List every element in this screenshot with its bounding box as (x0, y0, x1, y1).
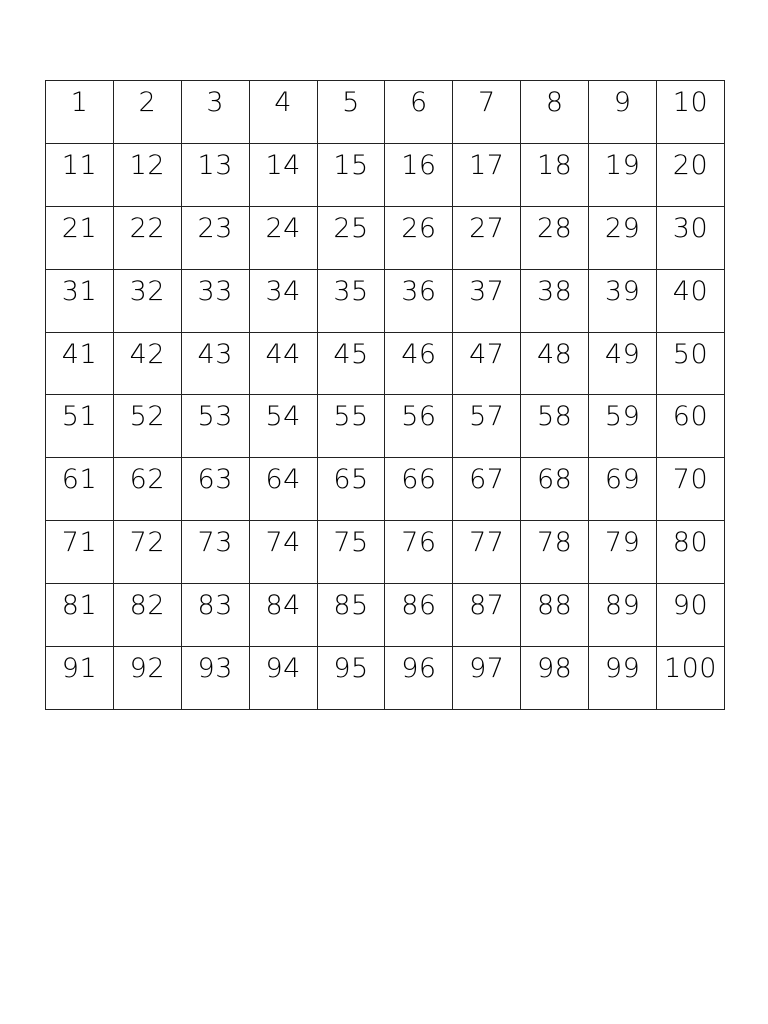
number-cell: 96 (385, 647, 453, 710)
number-cell: 71 (46, 521, 114, 584)
number-cell: 15 (317, 143, 385, 206)
number-cell: 62 (113, 458, 181, 521)
number-cell: 26 (385, 206, 453, 269)
number-cell: 18 (521, 143, 589, 206)
number-cell: 1 (46, 81, 114, 144)
number-cell: 19 (589, 143, 657, 206)
number-cell: 68 (521, 458, 589, 521)
number-cell: 74 (249, 521, 317, 584)
number-cell: 48 (521, 332, 589, 395)
number-cell: 55 (317, 395, 385, 458)
number-cell: 80 (657, 521, 725, 584)
number-cell: 4 (249, 81, 317, 144)
number-cell: 82 (113, 584, 181, 647)
number-cell: 2 (113, 81, 181, 144)
number-cell: 88 (521, 584, 589, 647)
number-cell: 37 (453, 269, 521, 332)
number-cell: 51 (46, 395, 114, 458)
number-cell: 25 (317, 206, 385, 269)
chart-row (46, 647, 725, 710)
number-cell: 77 (453, 521, 521, 584)
number-cell: 38 (521, 269, 589, 332)
number-cell: 50 (657, 332, 725, 395)
number-cell: 64 (249, 458, 317, 521)
number-cell: 41 (46, 332, 114, 395)
number-cell: 87 (453, 584, 521, 647)
number-cell: 86 (385, 584, 453, 647)
number-cell: 10 (657, 81, 725, 144)
number-cell: 53 (181, 395, 249, 458)
number-cell: 33 (181, 269, 249, 332)
number-cell: 11 (46, 143, 114, 206)
number-cell: 36 (385, 269, 453, 332)
number-cell: 47 (453, 332, 521, 395)
number-cell: 24 (249, 206, 317, 269)
number-cell: 5 (317, 81, 385, 144)
number-cell: 94 (249, 647, 317, 710)
number-cell: 14 (249, 143, 317, 206)
number-cell: 30 (657, 206, 725, 269)
number-cell: 22 (113, 206, 181, 269)
number-cell: 49 (589, 332, 657, 395)
number-cell: 69 (589, 458, 657, 521)
chart-row (46, 81, 725, 144)
number-cell: 9 (589, 81, 657, 144)
number-cell: 35 (317, 269, 385, 332)
number-cell: 83 (181, 584, 249, 647)
number-cell: 99 (589, 647, 657, 710)
number-cell: 17 (453, 143, 521, 206)
number-cell: 44 (249, 332, 317, 395)
number-cell: 61 (46, 458, 114, 521)
number-cell: 93 (181, 647, 249, 710)
chart-row (46, 458, 725, 521)
chart-row (46, 206, 725, 269)
number-cell: 90 (657, 584, 725, 647)
number-cell: 29 (589, 206, 657, 269)
number-cell: 75 (317, 521, 385, 584)
number-cell: 43 (181, 332, 249, 395)
chart-row (46, 143, 725, 206)
number-cell: 81 (46, 584, 114, 647)
number-cell: 66 (385, 458, 453, 521)
number-cell: 60 (657, 395, 725, 458)
number-cell: 32 (113, 269, 181, 332)
number-cell: 78 (521, 521, 589, 584)
number-cell: 56 (385, 395, 453, 458)
number-cell: 63 (181, 458, 249, 521)
number-cell: 16 (385, 143, 453, 206)
hundreds-chart (45, 80, 725, 710)
number-cell: 59 (589, 395, 657, 458)
number-cell: 34 (249, 269, 317, 332)
number-cell: 3 (181, 81, 249, 144)
number-cell: 45 (317, 332, 385, 395)
chart-row (46, 395, 725, 458)
number-cell: 98 (521, 647, 589, 710)
number-cell: 8 (521, 81, 589, 144)
number-cell: 40 (657, 269, 725, 332)
number-cell: 46 (385, 332, 453, 395)
number-cell: 92 (113, 647, 181, 710)
chart-row (46, 269, 725, 332)
number-cell: 12 (113, 143, 181, 206)
number-cell: 89 (589, 584, 657, 647)
number-cell: 70 (657, 458, 725, 521)
number-cell: 76 (385, 521, 453, 584)
number-cell: 20 (657, 143, 725, 206)
number-cell: 84 (249, 584, 317, 647)
number-cell: 6 (385, 81, 453, 144)
number-cell: 85 (317, 584, 385, 647)
number-cell: 91 (46, 647, 114, 710)
number-cell: 21 (46, 206, 114, 269)
hundreds-chart-body (46, 81, 725, 710)
chart-row (46, 332, 725, 395)
chart-row (46, 521, 725, 584)
number-cell: 97 (453, 647, 521, 710)
number-cell: 65 (317, 458, 385, 521)
number-cell: 13 (181, 143, 249, 206)
number-cell: 52 (113, 395, 181, 458)
number-cell: 73 (181, 521, 249, 584)
number-cell: 58 (521, 395, 589, 458)
number-cell: 27 (453, 206, 521, 269)
number-cell: 54 (249, 395, 317, 458)
number-cell: 57 (453, 395, 521, 458)
number-cell: 67 (453, 458, 521, 521)
number-cell: 39 (589, 269, 657, 332)
number-cell: 95 (317, 647, 385, 710)
number-cell: 72 (113, 521, 181, 584)
number-cell: 31 (46, 269, 114, 332)
number-cell: 7 (453, 81, 521, 144)
number-cell: 100 (657, 647, 725, 710)
number-cell: 42 (113, 332, 181, 395)
chart-row (46, 584, 725, 647)
number-cell: 23 (181, 206, 249, 269)
number-cell: 28 (521, 206, 589, 269)
number-cell: 79 (589, 521, 657, 584)
